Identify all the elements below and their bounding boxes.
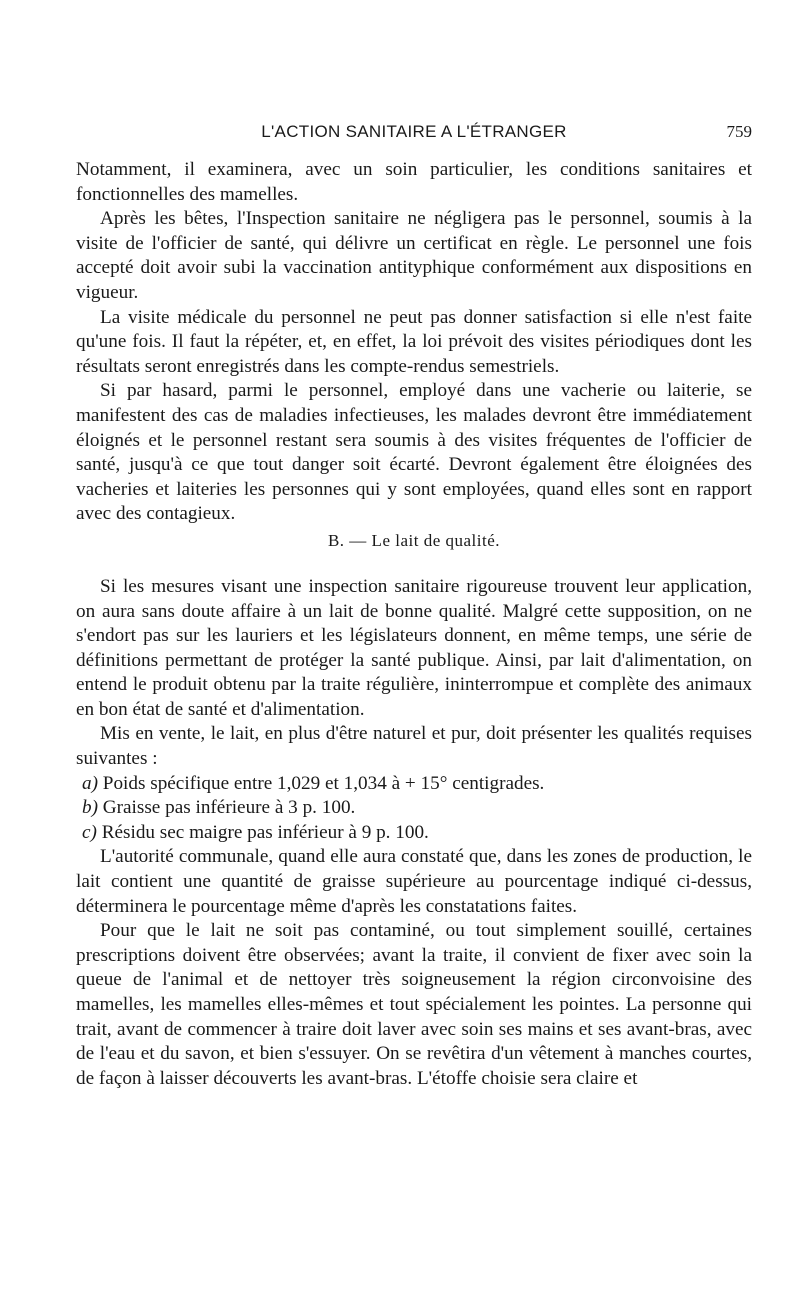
body-text [76, 158, 752, 1091]
list-text: Résidu sec maigre pas inférieur à 9 p. 100. [101, 821, 429, 843]
paragraph: Si par hasard, parmi le personnel, employé dans une vacherie ou laiterie, se manifestent des cas de maladies infectieuses, les malades devront être immédiatement éloignés et le personnel restant sera soumis à des visites fréquentes de l'officier de santé, jusqu'à ce que tout danger soit écarté. Devront également être éloignées des vacheries et laiteries les personnes qui y sont employées, quand elles sont en rapport avec des contagieux. [76, 380, 752, 525]
page-header [76, 118, 752, 144]
list-text: Graisse pas inférieure à 3 p. 100. [102, 797, 356, 819]
list-item [76, 796, 752, 821]
page-number: 759 [726, 122, 752, 141]
paragraph: Mis en vente, le lait, en plus d'être naturel et pur, doit présenter les qualités requises suivantes : [76, 723, 752, 770]
list-marker: a) [82, 772, 98, 794]
document-page [76, 118, 752, 1091]
list-marker: b) [82, 797, 98, 819]
paragraph: Si les mesures visant une inspection sanitaire rigoureuse trouvent leur application, on aura sans doute affaire à un lait de bonne qualité. Malgré cette supposition, on ne s'endort pas sur les lauriers et les législateurs donnent, en même temps, une série de définitions permettant de protéger la santé publique. Ainsi, par lait d'alimentation, on entend le produit obtenu par la traite régulière, ininterrompue et complète des animaux en bon état de santé et d'alimentation. [76, 575, 752, 720]
paragraph: Pour que le lait ne soit pas contaminé, ou tout simplement souillé, certaines prescriptions doivent être observées; avant la traite, il convient de fixer avec soin la queue de l'animal et de nettoyer très soigneusement la région circonvoisine des mamelles, les mamelles elles-mêmes et tout spécialement les pointes. La personne qui trait, avant de commencer à traire doit laver avec soin ses mains et ses avant-bras, avec de l'eau et du savon, et bien s'essuyer. On se revêtira d'un vêtement à manches courtes, de façon à laisser découverts les avant-bras. L'étoffe choisie sera claire et [76, 920, 752, 1089]
running-title: L'ACTION SANITAIRE A L'ÉTRANGER [261, 122, 567, 141]
paragraph: Après les bêtes, l'Inspection sanitaire ne négligera pas le personnel, soumis à la visite de l'officier de santé, qui délivre un certificat en règle. Le personnel une fois accepté doit avoir subi la vaccination antityphique conformément aux dispositions en vigueur. [76, 208, 752, 303]
section-heading: B. — Le lait de qualité. [327, 530, 501, 550]
list-item [76, 772, 752, 797]
paragraph: Notamment, il examinera, avec un soin particulier, les conditions sanitaires et fonctionnelles des mamelles. [76, 159, 752, 205]
list-text: Poids spécifique entre 1,029 et 1,034 à + 15° centigrades. [102, 772, 545, 794]
paragraph: L'autorité communale, quand elle aura constaté que, dans les zones de production, le lait contient une quantité de graisse supérieure au pourcentage indiqué ci-dessus, déterminera le pourcentage même d'après les constatations faites. [76, 846, 752, 917]
list-marker: c) [82, 821, 97, 843]
list-item [76, 821, 752, 846]
paragraph: La visite médicale du personnel ne peut pas donner satisfaction si elle n'est faite qu'une fois. Il faut la répéter, et, en effet, la loi prévoit des visites périodiques dont les résultats seront enregistrés dans les compte-rendus semestriels. [76, 306, 752, 377]
